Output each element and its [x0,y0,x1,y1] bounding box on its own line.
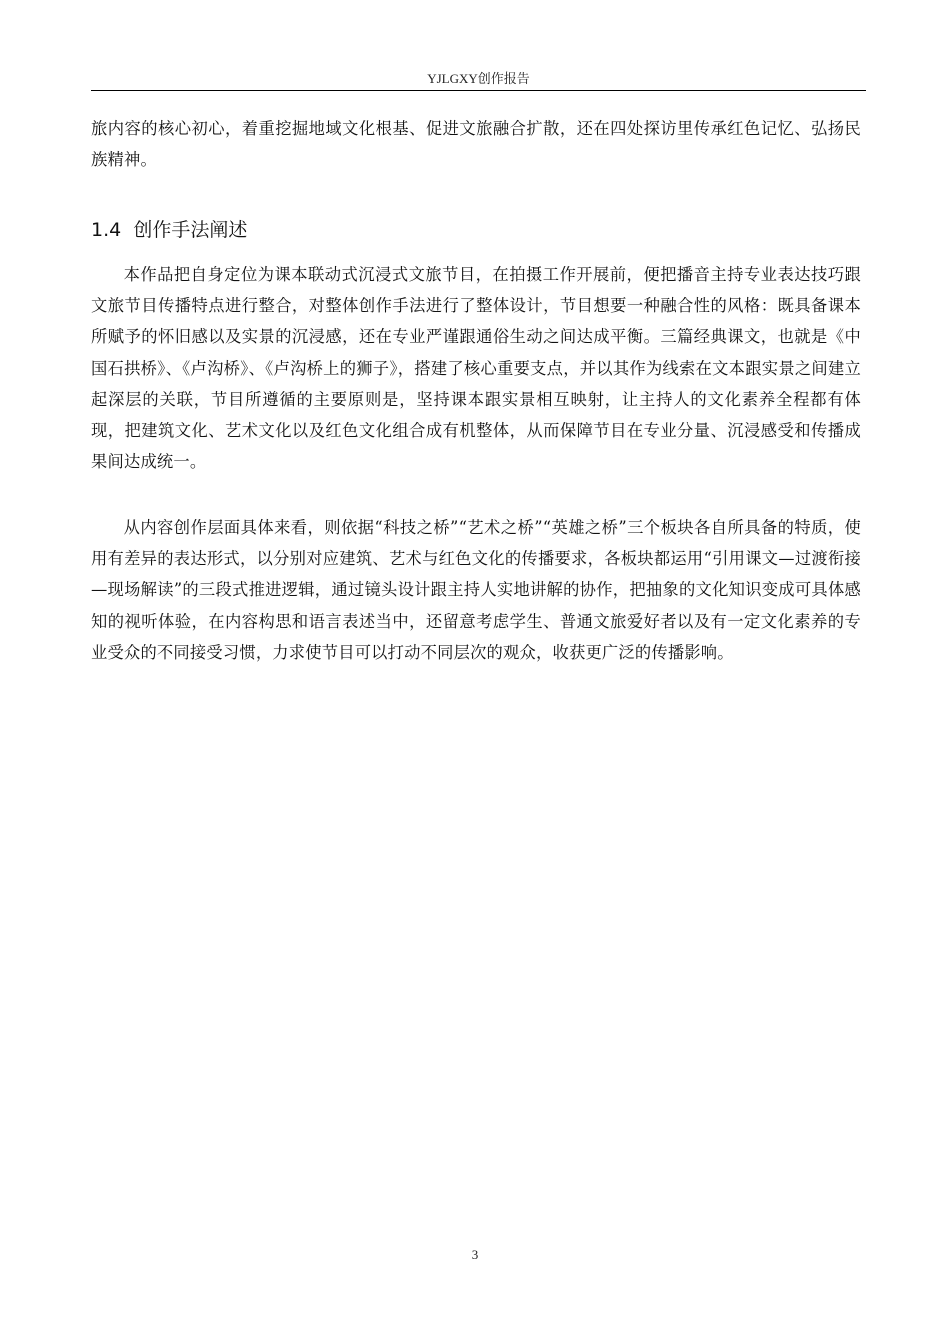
section-title: 创作手法阐述 [133,219,248,241]
section-number: 1.4 [91,219,122,241]
page-number: 3 [471,1247,479,1262]
paragraph-text: 从内容创作层面具体来看，则依据“科技之桥”“艺术之桥”“英雄之桥”三个板块各自所具备的特质，使用有差异的表达形式，以分别对应建筑、艺术与红色文化的传播要求，各板块都运用“引用课文—过渡衔接—现场解读”的三段式推进逻辑，通过镜头设计跟主持人实地讲解的协作，把抽象的文化知识变成可具体感知的视听体验，在内容构思和语言表述当中，还留意考虑学生、普通文旅爱好者以及有一定文化素养的专业受众的不同接受习惯，力求使节目可以打动不同层次的观众，收获更广泛的传播影响。 [91,518,861,662]
paragraph-text: 旅内容的核心初心，着重挖掘地域文化根基、促进文旅融合扩散，还在四处探访里传承红色记忆、弘扬民族精神。 [91,119,861,170]
section-heading [91,215,247,242]
header-divider [91,90,866,91]
paragraph-text: 本作品把自身定位为课本联动式沉浸式文旅节目，在拍摄工作开展前，便把播音主持专业表达技巧跟文旅节目传播特点进行整合，对整体创作手法进行了整体设计，节目想要一种融合性的风格：既具备课本所赋予的怀旧感以及实景的沉浸感，还在专业严谨跟通俗生动之间达成平衡。三篇经典课文，也就是《中国石拱桥》、《卢沟桥》、《卢沟桥上的狮子》，搭建了核心重要支点，并以其作为线索在文本跟实景之间建立起深层的关联，节目所遵循的主要原则是，坚持课本跟实景相互映射，让主持人的文化素养全程都有体现，把建筑文化、艺术文化以及红色文化组合成有机整体，从而保障节目在专业分量、沉浸感受和传播成果间达成统一。 [91,265,861,472]
running-header: YJLGXY创作报告 [427,71,530,86]
continuation-paragraph [91,113,861,175]
body-paragraph-2 [91,512,861,668]
body-paragraph-1 [91,259,861,477]
